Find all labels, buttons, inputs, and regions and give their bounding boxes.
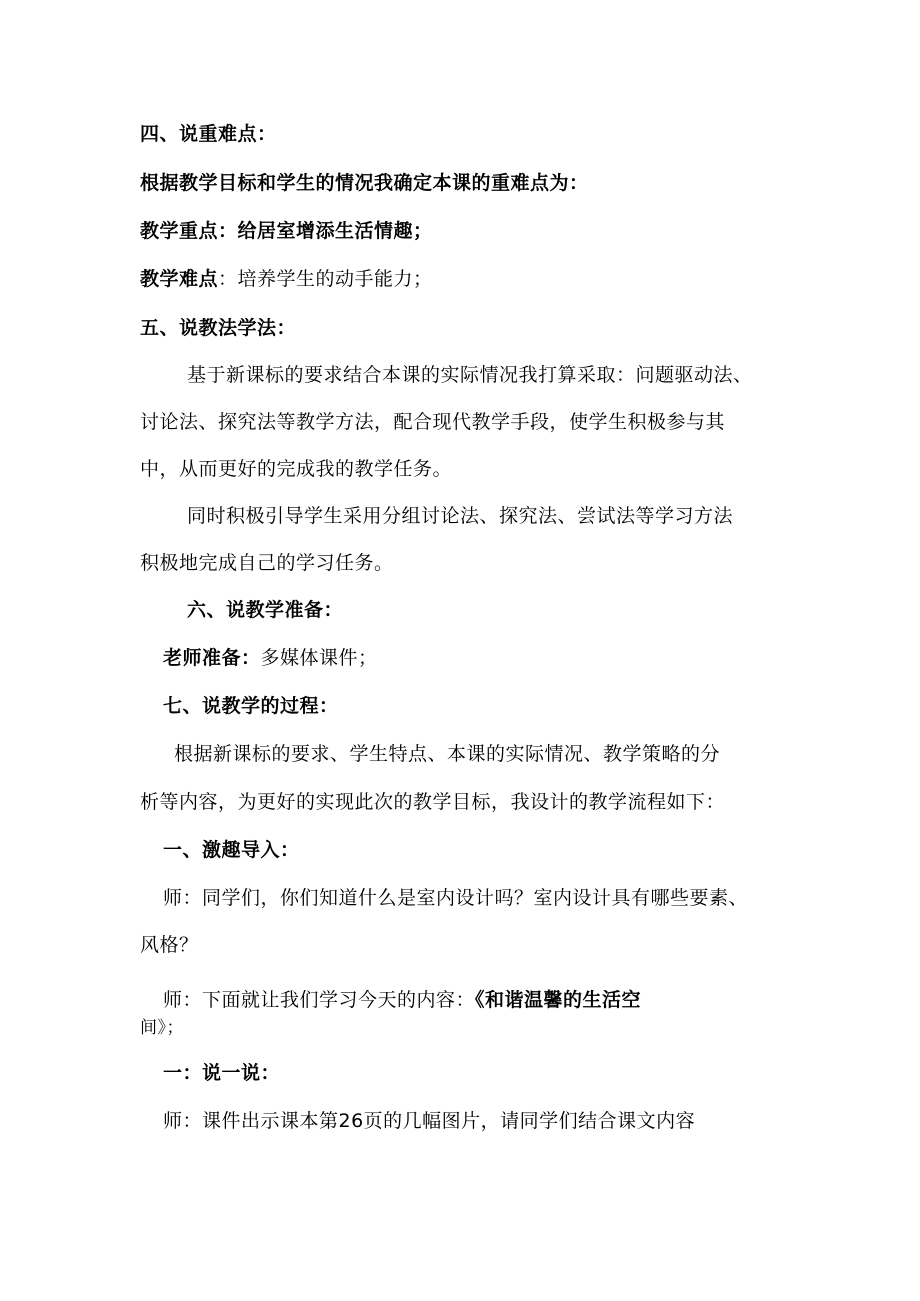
section-heading-process: 七、说教学的过程： bbox=[163, 695, 339, 717]
teacher-instruction: 师：课件出示课本第26页的几幅图片，请同学们结合课文内容 bbox=[163, 1110, 696, 1132]
teacher-prep-label: 老师准备： bbox=[163, 647, 261, 669]
section-heading-methods: 五、说教法学法： bbox=[140, 317, 297, 339]
section-heading-preparation: 六、说教学准备： bbox=[187, 599, 344, 621]
paragraph-line: 讨论法、探究法等教学方法，配合现代教学手段，使学生积极参与其 bbox=[140, 411, 726, 433]
difficult-point-text: ：培养学生的动手能力； bbox=[218, 268, 433, 290]
lesson-title: 《和谐温馨的生活空 bbox=[475, 989, 642, 1011]
paragraph-line: 同时积极引导学生采用分组讨论法、探究法、尝试法等学习方法 bbox=[187, 505, 734, 527]
paragraph-line: 根据新课标的要求、学生特点、本课的实际情况、教学策略的分 bbox=[174, 743, 721, 765]
teacher-prep-text: 多媒体课件； bbox=[260, 647, 378, 669]
teacher-statement-prefix: 师：下面就让我们学习今天的内容： bbox=[163, 989, 476, 1011]
teacher-statement bbox=[163, 987, 641, 1013]
section-heading-difficulty: 四、说重难点： bbox=[140, 123, 277, 145]
key-point: 教学重点：给居室增添生活情趣； bbox=[140, 220, 433, 242]
teacher-statement-cont: 间》； bbox=[140, 1018, 184, 1038]
paragraph-line: 析等内容，为更好的实现此次的教学目标，我设计的教学流程如下： bbox=[140, 791, 726, 813]
teacher-question-cont: 风格？ bbox=[140, 934, 199, 956]
paragraph-line: 中，从而更好的完成我的教学任务。 bbox=[140, 458, 453, 480]
difficult-point bbox=[140, 266, 433, 292]
step-heading-intro: 一、激趣导入： bbox=[163, 839, 300, 861]
paragraph-line: 基于新课标的要求结合本课的实际情况我打算采取：问题驱动法、 bbox=[187, 364, 753, 386]
paragraph-line: 积极地完成自己的学习任务。 bbox=[140, 552, 394, 574]
difficulty-intro: 根据教学目标和学生的情况我确定本课的重难点为： bbox=[140, 172, 589, 194]
teacher-preparation bbox=[163, 645, 378, 671]
step-heading-discuss: 一：说一说： bbox=[163, 1062, 281, 1084]
difficult-point-label: 教学难点 bbox=[140, 268, 219, 290]
teacher-question: 师：同学们，你们知道什么是室内设计吗？室内设计具有哪些要素、 bbox=[163, 887, 749, 909]
